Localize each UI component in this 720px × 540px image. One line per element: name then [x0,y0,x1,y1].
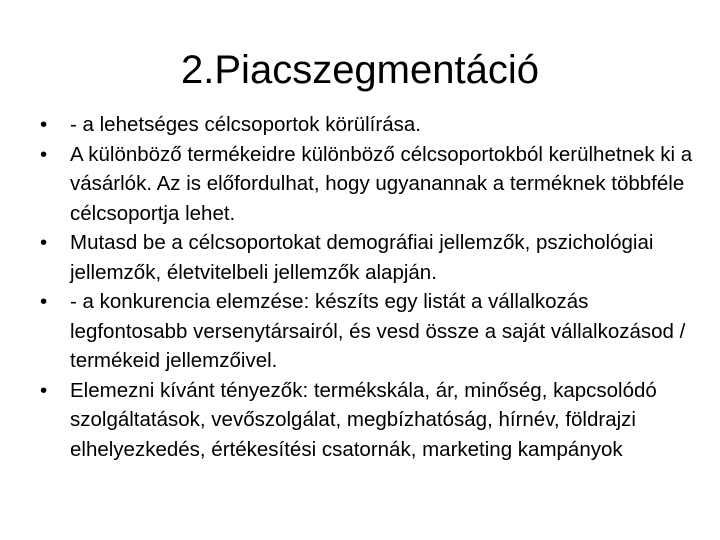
bullet-text: A különböző termékeidre különböző célcsoportokból kerülhetnek ki a vásárlók. Az is előfordulhat, hogy ugyanannak a terméknek többféle célcsoportja lehet. [70,142,693,225]
bullet-item-1 [40,110,700,140]
bullet-marker: • [40,290,48,313]
bullet-item-4 [40,287,700,376]
bullet-item-5 [40,376,700,465]
bullet-item-2 [40,140,700,229]
bullet-text: Elemezni kívánt tényezők: termékskála, ár, minőség, kapcsolódó szolgáltatások, vevőszolgálat, megbízhatóság, hírnév, földrajzi elhelyezkedés, értékesítési csatornák, marketing kampányok [70,378,657,461]
bullet-list [40,110,700,464]
bullet-text: Mutasd be a célcsoportokat demográfiai jellemzők, pszichológiai jellemzők, életvitelbeli jellemzők alapján. [70,231,654,284]
bullet-item-3 [40,228,700,287]
bullet-marker: • [40,231,48,254]
slide-title: 2.Piacszegmentáció [181,48,539,92]
bullet-marker: • [40,113,48,136]
bullet-marker: • [40,142,48,166]
bullet-marker: • [40,378,48,402]
bullet-text: - a lehetséges célcsoportok körülírása. [70,113,421,136]
bullet-text: - a konkurencia elemzése: készíts egy listát a vállalkozás legfontosabb versenytársairól, és vesd össze a saját vállalkozásod / termékeid jellemzőivel. [70,290,686,372]
